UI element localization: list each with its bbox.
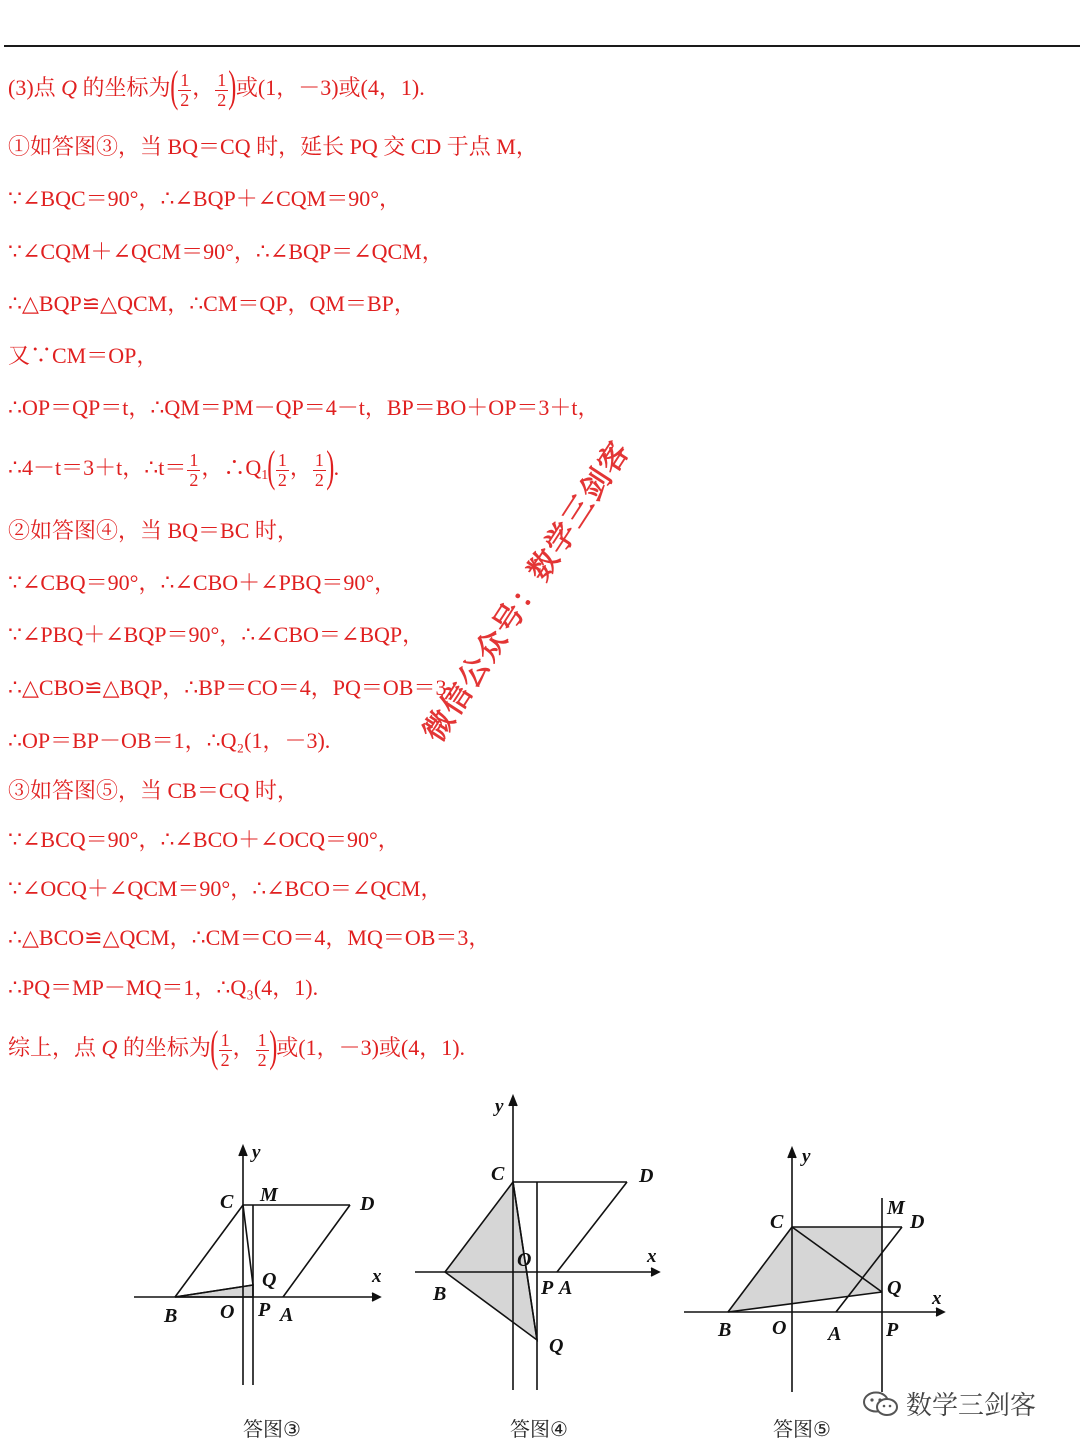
fraction xyxy=(187,451,200,490)
left-paren: ( xyxy=(169,62,178,111)
fraction xyxy=(178,71,191,110)
text-segment: 或(1，－3)或(4，1). xyxy=(235,75,425,101)
fraction xyxy=(276,451,289,490)
right-paren: ) xyxy=(268,1022,277,1071)
label-Q: Q xyxy=(262,1269,277,1291)
label-Q: Q xyxy=(549,1335,564,1357)
top-rule xyxy=(4,45,1080,47)
label-x: x xyxy=(932,1288,942,1309)
denominator: 2 xyxy=(180,89,190,110)
answer-line-9: ∵∠CBQ＝90°，∴∠CBO＋∠PBQ＝90°， xyxy=(8,570,397,595)
denominator: 2 xyxy=(257,1049,267,1070)
label-Q: Q xyxy=(887,1277,902,1299)
fraction xyxy=(215,71,228,110)
fraction xyxy=(219,1031,232,1070)
label-M: M xyxy=(887,1197,905,1219)
label-y: y xyxy=(495,1096,504,1117)
denominator: 2 xyxy=(217,89,227,110)
text-segment: ∴4－t＝3＋t，∴t＝ xyxy=(8,455,187,481)
caption-figure-4: 答图④ xyxy=(510,1417,568,1441)
right-paren: ) xyxy=(228,62,237,111)
left-paren: ( xyxy=(210,1022,219,1071)
label-A: A xyxy=(828,1323,842,1345)
answer-line-3: ∵∠CQM＋∠QCM＝90°，∴∠BQP＝∠QCM， xyxy=(8,239,444,264)
label-D: D xyxy=(360,1193,375,1215)
caption-figure-5: 答图⑤ xyxy=(773,1417,831,1441)
brand-name: 数学三剑客 xyxy=(906,1391,1037,1421)
answer-line-11: ∴△CBO≌△BQP，∴BP＝CO＝4，PQ＝OB＝3， xyxy=(8,675,469,700)
answer-line-8: ②如答图④，当 BQ＝BC 时， xyxy=(8,518,299,543)
right-paren: ) xyxy=(326,442,335,491)
answer-line-13: ③如答图⑤，当 CB＝CQ 时， xyxy=(8,778,299,803)
label-O: O xyxy=(220,1301,235,1323)
label-D: D xyxy=(910,1211,925,1233)
numerator: 1 xyxy=(189,449,199,470)
numerator: 1 xyxy=(257,1029,267,1050)
answer-line-0: (3)点 Q 的坐标为( $\frac{1}{2}$ ， $\frac{1}{2}$ )或(1，－3)或(4，1). xyxy=(8,62,425,111)
answer-line-6: ∴OP＝QP＝t，∴QM＝PM－QP＝4－t，BP＝BO＋OP＝3＋t， xyxy=(8,395,600,420)
label-P: P xyxy=(541,1277,554,1299)
answer-line-5: 又∵CM＝OP， xyxy=(8,343,159,368)
text-segment: ，∴Q xyxy=(201,455,262,481)
answer-line-18: 综上，点 Q 的坐标为( $\frac{1}{2}$ ， $\frac{1}{2}$ )或(1，－3)或(4，1). xyxy=(8,1022,466,1071)
fraction xyxy=(256,1031,269,1070)
label-x: x xyxy=(647,1246,657,1267)
numerator: 1 xyxy=(277,449,287,470)
answer-line-14: ∵∠BCQ＝90°，∴∠BCO＋∠OCQ＝90°， xyxy=(8,827,400,852)
left-paren: ( xyxy=(267,442,276,491)
label-y: y xyxy=(802,1146,811,1167)
denominator: 2 xyxy=(314,469,324,490)
subscript: 1 xyxy=(261,468,269,484)
label-O: O xyxy=(772,1317,787,1339)
denominator: 2 xyxy=(189,469,199,490)
answer-line-7: ∴4－t＝3＋t，∴t＝ $\frac{1}{2}$ ，$\therefore Q_1$( $\frac{1}{2}$ ， $\frac{1}{2}$ ). xyxy=(8,442,340,491)
figure-5 xyxy=(680,1140,960,1395)
answer-line-17: ∴PQ＝MP－MQ＝1，∴Q₃(4，1). xyxy=(8,975,319,1000)
figure-3 xyxy=(120,1130,400,1395)
label-B: B xyxy=(718,1319,732,1341)
answer-line-15: ∵∠OCQ＋∠QCM＝90°，∴∠BCO＝∠QCM， xyxy=(8,876,443,901)
text-segment: (3)点 xyxy=(8,75,62,101)
text-segment: 综上，点 xyxy=(8,1035,102,1061)
denominator: 2 xyxy=(220,1049,230,1070)
brand-watermark xyxy=(862,1385,1036,1422)
label-B: B xyxy=(164,1305,178,1327)
label-B: B xyxy=(433,1283,447,1305)
text-segment: 的坐标为 xyxy=(77,75,171,101)
label-C: C xyxy=(491,1163,505,1185)
wechat-icon xyxy=(862,1390,900,1418)
watermark-text: 微信公众号：数学三剑客 xyxy=(416,434,638,749)
label-x: x xyxy=(372,1266,382,1287)
label-y: y xyxy=(252,1142,261,1163)
text-segment: 的坐标为 xyxy=(117,1035,211,1061)
denominator: 2 xyxy=(277,469,287,490)
answer-line-1: ①如答图③，当 BQ＝CQ 时，延长 PQ 交 CD 于点 M， xyxy=(8,134,538,159)
label-P: P xyxy=(258,1299,271,1321)
label-D: D xyxy=(639,1165,654,1187)
answer-line-16: ∴△BCO≌△QCM，∴CM＝CO＝4，MQ＝OB＝3， xyxy=(8,925,491,950)
label-O: O xyxy=(517,1249,532,1271)
answer-line-2: ∵∠BQC＝90°，∴∠BQP＋∠CQM＝90°， xyxy=(8,186,402,211)
numerator: 1 xyxy=(180,69,190,90)
figure-4 xyxy=(405,1090,665,1395)
numerator: 1 xyxy=(217,69,227,90)
answer-line-12: ∴OP＝BP－OB＝1，∴Q₂(1，－3). xyxy=(8,728,331,753)
label-A: A xyxy=(280,1304,294,1326)
label-P: P xyxy=(886,1319,899,1341)
text-segment: Q xyxy=(101,1035,118,1061)
text-segment: 或(1，－3)或(4，1). xyxy=(276,1035,466,1061)
label-M: M xyxy=(260,1184,278,1206)
label-A: A xyxy=(559,1277,573,1299)
label-C: C xyxy=(220,1191,234,1213)
answer-line-4: ∴△BQP≌△QCM，∴CM＝QP，QM＝BP， xyxy=(8,291,416,316)
numerator: 1 xyxy=(314,449,324,470)
caption-figure-3: 答图③ xyxy=(243,1417,301,1441)
text-segment: Q xyxy=(61,75,78,101)
answer-line-10: ∵∠PBQ＋∠BQP＝90°，∴∠CBO＝∠BQP， xyxy=(8,622,425,647)
fraction xyxy=(313,451,326,490)
label-C: C xyxy=(770,1211,784,1233)
numerator: 1 xyxy=(220,1029,230,1050)
